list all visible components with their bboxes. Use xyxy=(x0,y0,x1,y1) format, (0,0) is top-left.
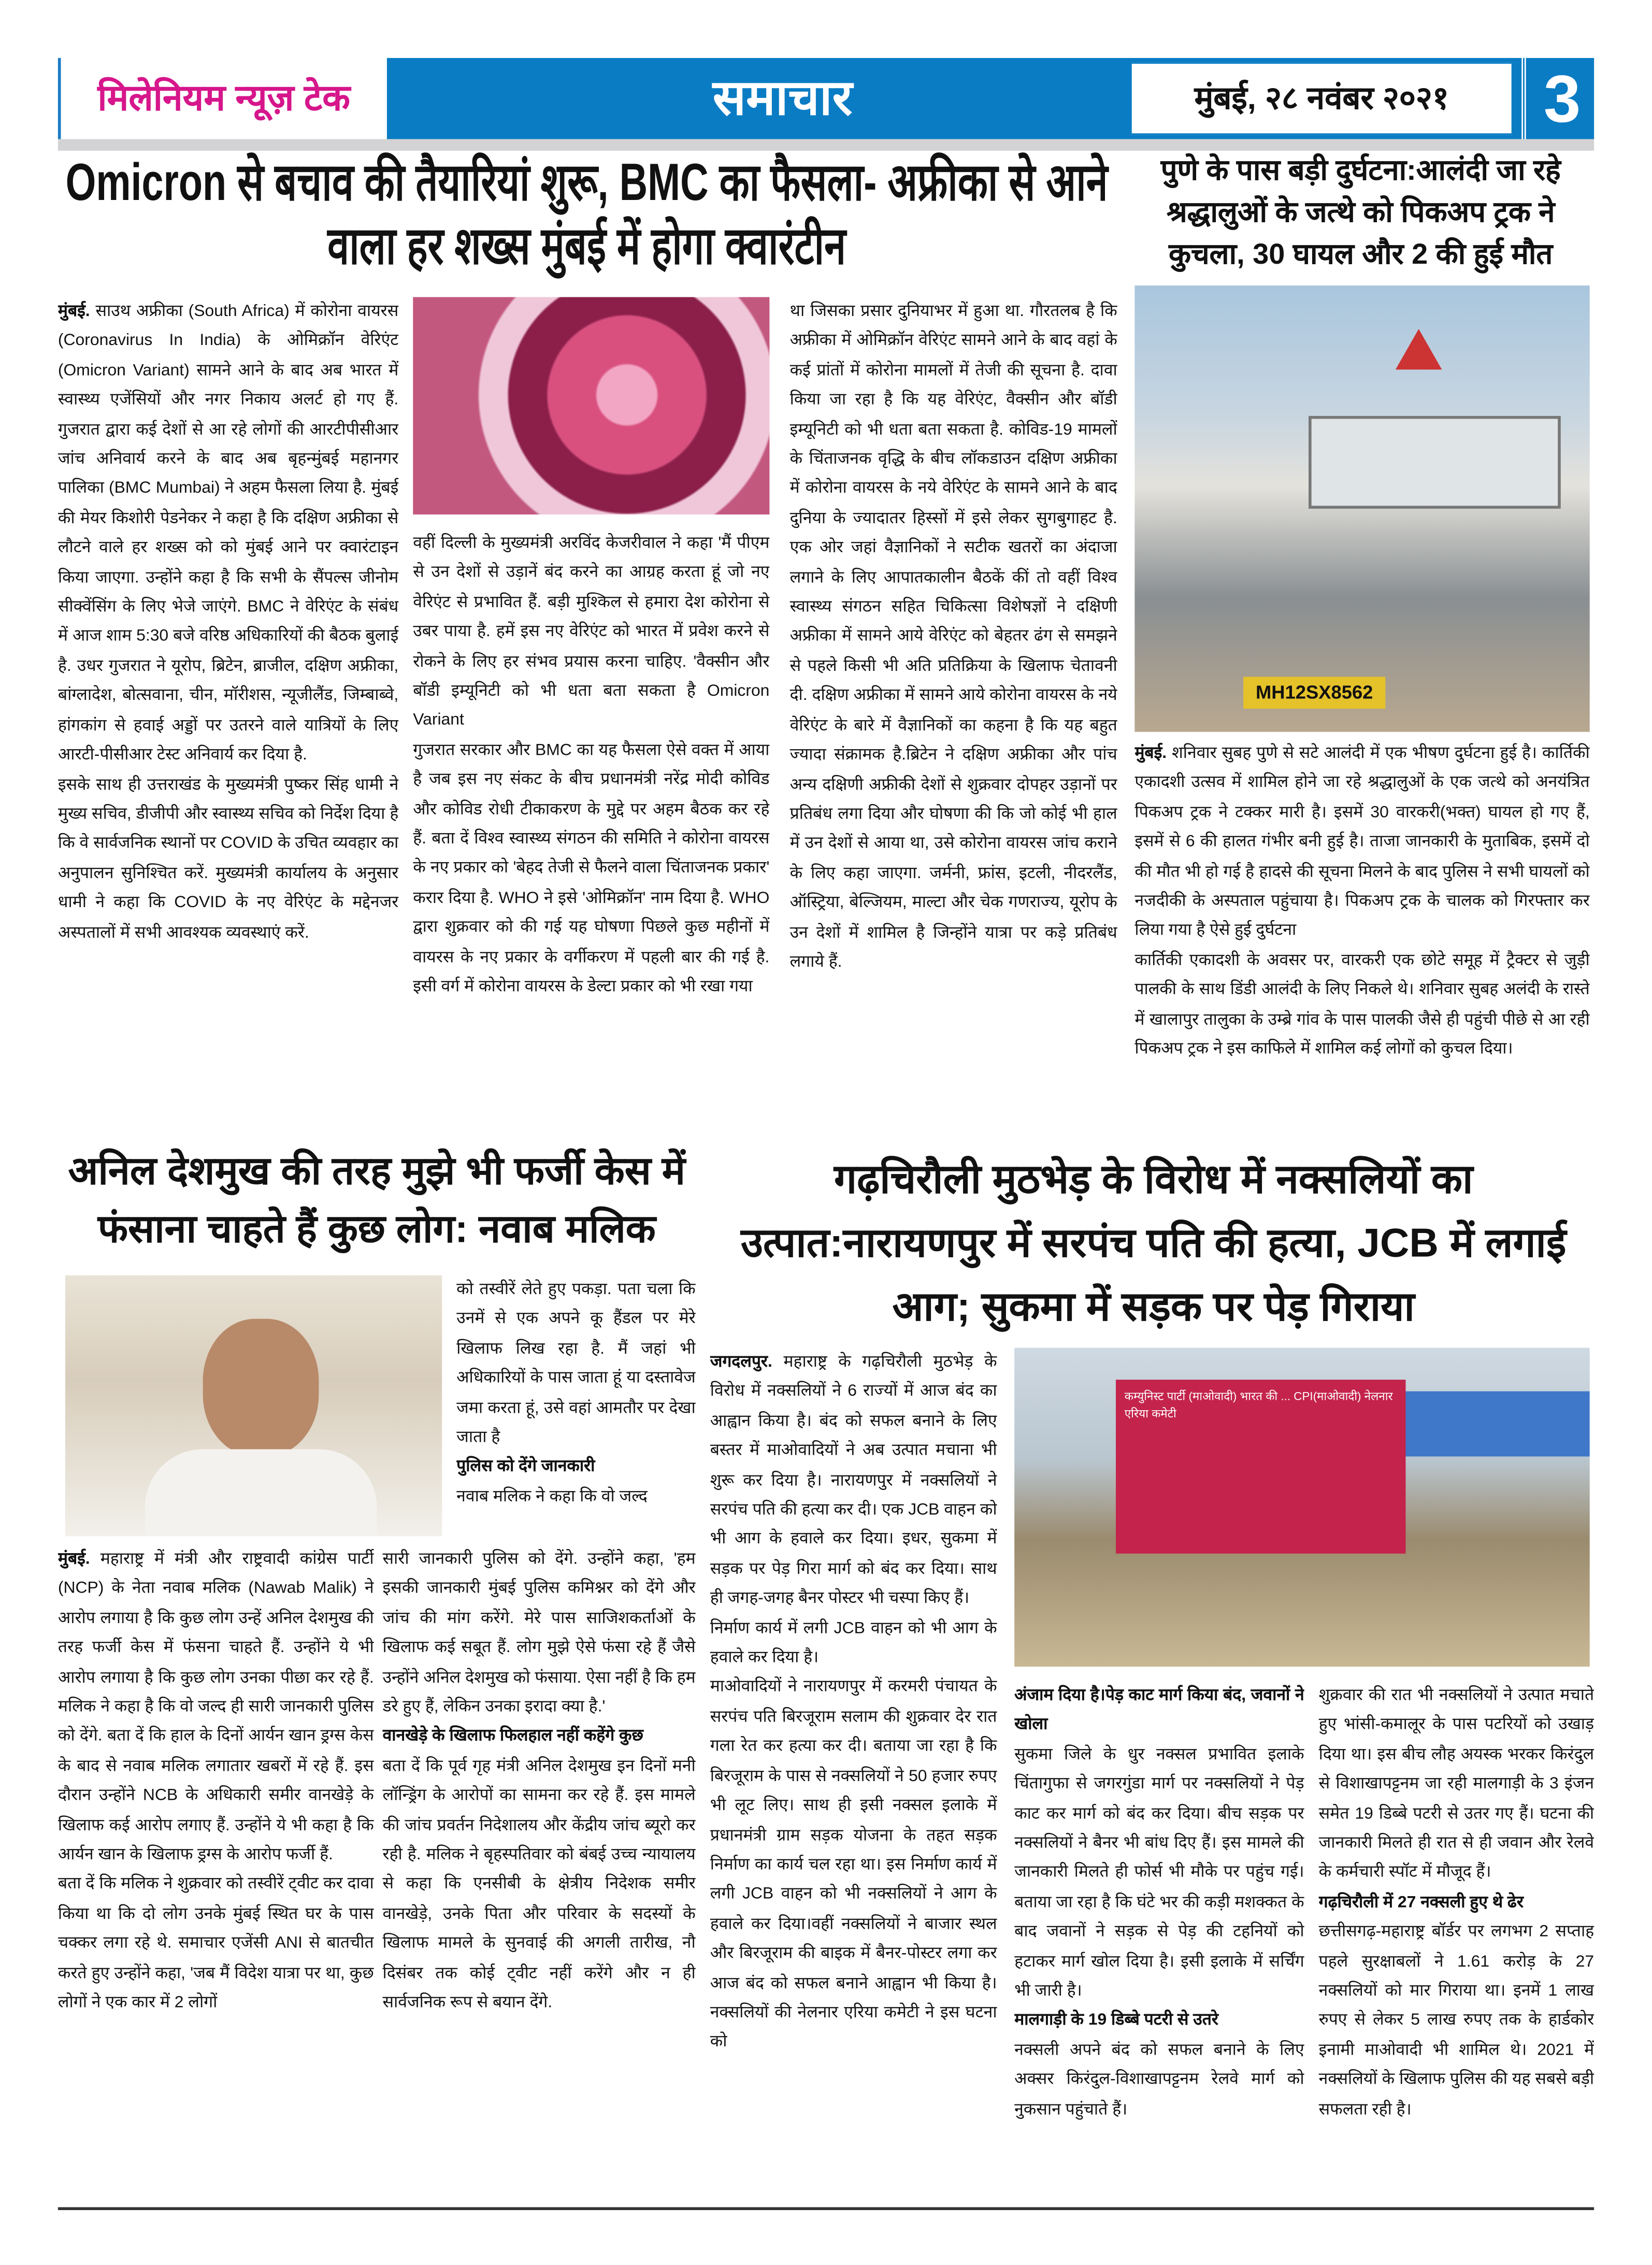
headline-omicron: Omicron से बचाव की तैयारियां शुरू, BMC का फैसला- अफ्रीका से आने वाला हर शख्स मुंबई में होगा क्वारंटीन xyxy=(65,152,1108,276)
headline-nawab-malik: अनिल देशमुख की तरह मुझे भी फर्जी केस में फंसाना चाहते हैं कुछ लोग: नवाब मलिक xyxy=(68,1149,685,1251)
body-text: महाराष्ट्र के गढ़चिरौली मुठभेड़ के विरोध में नक्सलियों ने 6 राज्यों में आज बंद का आह्वान किया है। बंद को सफल बनाने के लिए बस्तर में माओवादियों ने अब उत्पात मचाना भी शुरू कर दिया है। नारायणपुर में नक्सलियों ने सरपंच पति की हत्या कर दी। एक JCB वाहन को भी आग के हवाले कर दिया। इधर, सुकमा में सड़क पर पेड़ गिरा मार्ग को बंद कर दिया। साथ ही जगह-जगह बैनर पोस्टर भी चस्पा किए हैं। xyxy=(710,1353,997,1608)
portrait-kurta xyxy=(145,1449,377,1536)
article-naxal-col3 xyxy=(1319,1681,1594,2197)
article-naxal-col2 xyxy=(1014,1681,1304,2197)
dateline: मुंबई. xyxy=(58,303,90,321)
body-text: इसके साथ ही उत्तराखंड के मुख्यमंत्री पुष्कर सिंह धामी ने मुख्य सचिव, डीजीपी और स्वास्थ्य सचिव को निर्देश दिया है कि वे सार्वजनिक स्थानों पर COVID के उचित व्यवहार का अनुपालन सुनिश्चित करें. मुख्यमंत्री कार्यालय के अनुसार धामी ने कहा कि COVID के नए वेरिएंट के मद्देनजर अस्पतालों में सभी आवश्यक व्यवस्थाएं करें. xyxy=(58,776,399,941)
body-text: शनिवार सुबह पुणे से सटे आलंदी में एक भीषण दुर्घटना हुई है। कार्तिकी एकादशी उत्सव में शामिल होने जा रहे श्रद्धालुओं के एक जत्थे को अनयंत्रित पिकअप ट्रक ने टक्कर मारी है। इसमें 30 वारकरी(भक्त) घायल हो गए हैं, इसमें से 6 की हालत गंभीर बनी हुई है। ताजा जानकारी के मुताबिक, इसमें दो की मौत भी हो गई है हादसे की सूचना मिलने के बाद पुलिस ने सभी घायलों को नजदीकी के अस्पताल पहुंचाया है। पिकअप ट्रक के चालक को गिरफ्तार कर लिया गया है ऐसे हुई दुर्घटना xyxy=(1134,744,1590,940)
article-omicron-col1 xyxy=(58,297,398,1135)
red-banner: कम्युनिस्ट पार्टी (माओवादी) भारत की ... CPI(माओवादी) नेलनार एरिया कमेटी xyxy=(1116,1380,1405,1554)
dateline: मुंबई. xyxy=(58,1551,90,1568)
subheading: मालगाड़ी के 19 डिब्बे पटरी से उतरे xyxy=(1014,2012,1219,2030)
brand-logo: मिलेनियम न्यूज़ टेक xyxy=(58,58,387,139)
headline-naxal: गढ़चिरौली मुठभेड़ के विरोध में नक्सलियों का उत्पात:नारायणपुर में सरपंच पति की हत्या, JCB में लगाई आग; सुकमा में सड़क पर पेड़ गिराया xyxy=(741,1156,1567,1329)
body-text: वहीं दिल्ली के मुख्यमंत्री अरविंद केजरीवाल ने कहा 'मैं पीएम से उन देशों से उड़ानें बंद करने का आग्रह करता हूं जो नए वेरिएंट से प्रभावित हैं. बड़ी मुश्किल से हमारा देश कोरोना से उबर पाया है. हमें इस नए वेरिएंट को भारत में प्रवेश करने से रोकने के लिए हर संभव प्रयास करना चाहिए. 'वैक्सीन और बॉडी इम्यूनिटी को भी धता बता सकता है Omicron Variant xyxy=(413,535,770,730)
body-text: नवाब मलिक ने कहा कि वो जल्द xyxy=(456,1488,648,1506)
license-plate: MH12SX8562 xyxy=(1243,677,1385,709)
naxal-banner-photo xyxy=(1014,1348,1590,1667)
body-text: गुजरात सरकार और BMC का यह फैसला ऐसे वक्त में आया है जब इस नए संकट के बीच प्रधानमंत्री नरेंद्र मोदी कोविड और कोविड रोधी टीकाकरण के मुद्दे पर अहम बैठक कर रहे हैं. बता दें विश्व स्वास्थ्य संगठन की समिति ने कोरोना वायरस के नए प्रकार को 'बेहद तेजी से फैलने वाला चिंताजनक प्रकार' करार दिया है. WHO ने इसे 'ओमिक्रॉन' नाम दिया है. WHO द्वारा शुक्रवार को की गई यह घोषणा पिछले कुछ महीनों में वायरस के नए प्रकार के वर्गीकरण में पहली बार की गई है. इसी वर्ग में कोरोना वायरस के डेल्टा प्रकार को भी रखा गया xyxy=(413,741,770,996)
article-malik-side xyxy=(456,1275,696,1544)
section-title: समाचार xyxy=(712,71,853,126)
article-omicron-col2 xyxy=(413,529,769,1135)
body-text: बता दें कि पूर्व गृह मंत्री अनिल देशमुख इन दिनों मनी लॉन्ड्रिंग के आरोपों का सामना कर रहे हैं. इस मामले की जांच प्रवर्तन निदेशालय और केंद्रीय जांच ब्यूरो कर रही है. मलिक ने बृहस्पतिवार को बंबई उच्च न्यायालय से कहा कि एनसीबी के क्षेत्रीय निदेशक समीर वानखेड़े, उनके पिता और परिवार के सदस्यों के खिलाफ मामले के सुनवाई की अगली तारीख, नौ दिसंबर तक कोई ट्वीट नहीं करेंगे और न ही सार्वजनिक रूप से बयान देंगे. xyxy=(382,1757,696,2012)
page-number: 3 xyxy=(1521,58,1598,139)
body-text: बता दें कि मलिक ने शुक्रवार को तस्वीरें ट्वीट कर दावा किया था कि दो लोग उनके मुंबई स्थित घर के पास चक्कर लगा रहे थे. समाचार एजेंसी ANI से बातचीत करते हुए उन्होंने कहा, 'जब मैं विदेश यात्रा पर था, कुछ लोगों ने एक कार में 2 लोगों xyxy=(58,1876,374,2012)
article-malik-col1 xyxy=(58,1545,374,2197)
body-text: महाराष्ट्र में मंत्री और राष्ट्रवादी कांग्रेस पार्टी (NCP) के नेता नवाब मलिक (Nawab Malik) ने आरोप लगाया है कि कुछ लोग उन्हें अनिल देशमुख की तरह फर्जी केस में फंसना चाहते हैं. उन्होंने ये भी आरोप लगाया है कि कुछ लोग उनका पीछा कर रहे हैं. मलिक ने कहा है कि वो जल्द ही सारी जानकारी पुलिस को देंगे. बता दें कि हाल के दिनों आर्यन खान ड्रग्स केस के बाद से नवाब मलिक लगातार खबरों में रहे हैं. इस दौरान उन्होंने NCB के अधिकारी समीर वानखेड़े के खिलाफ कई आरोप लगाए हैं. उन्होंने ये भी कहा है कि आर्यन खान के खिलाफ ड्रग्स के आरोप फर्जी हैं. xyxy=(58,1551,374,1864)
subheading: वानखेड़े के खिलाफ फिलहाल नहीं कहेंगे कुछ xyxy=(382,1728,643,1746)
body-text: को तस्वीरें लेते हुए पकड़ा. पता चला कि उनमें से एक अपने कू हैंडल पर मेरे खिलाफ लिख रहा है. मैं जहां भी अधिकारियों के पास जाता हूं या दस्तावेज जमा करता हूं, उसे वहां आमतौर पर देखा जाता है xyxy=(456,1281,696,1446)
body-text: शुक्रवार की रात भी नक्सलियों ने उत्पात मचाते हुए भांसी-कमालूर के पास पटरियों को उखाड़ दिया था। इस बीच लौह अयस्क भरकर किरंदुल से विशाखापट्टनम जा रही मालगाड़ी के 3 इंजन समेत 19 डिब्बे पटरी से उतर गए हैं। घटना की जानकारी मिलते ही रात से ही जवान और रेलवे के कर्मचारी स्पॉट में मौजूद हैं। xyxy=(1318,1687,1594,1882)
header-divider xyxy=(58,139,1594,151)
footer-rule xyxy=(58,2207,1594,2210)
body-text: छत्तीसगढ़-महाराष्ट्र बॉर्डर पर लगभग 2 सप्ताह पहले सुरक्षाबलों ने 1.61 करोड़ के 27 नक्सलियों को मार गिराया था। इनमें 1 लाख रुपए से लेकर 5 लाख रुपए तक के हार्डकोर इनामी माओवादी भी शामिल थे। 2021 में नक्सलियों के खिलाफ पुलिस की यह सबसे बड़ी सफलता रही है। xyxy=(1318,1923,1594,2118)
article-pune xyxy=(1134,739,1589,1135)
issue-date: मुंबई, २८ नवंबर २०२१ xyxy=(1130,62,1513,135)
subheading: अंजाम दिया है।पेड़ काट मार्ग किया बंद, जवानों ने खोला xyxy=(1014,1687,1304,1734)
portrait-face xyxy=(203,1319,319,1457)
body-text: सारी जानकारी पुलिस को देंगे. उन्होंने कहा, 'हम इसकी जानकारी मुंबई पुलिस कमिश्नर को देंगे और जांच की मांग करेंगे. मेरे पास साजिशकर्ताओं के खिलाफ कई सबूत हैं. लोग मुझे ऐसे फंसा रहे हैं जैसे उन्होंने अनिल देशमुख को फंसाया. ऐसा नहीं है कि हम डरे हुए हैं, लेकिन उनका इरादा क्या है.' xyxy=(382,1551,696,1716)
dateline: जगदलपुर. xyxy=(710,1353,772,1371)
headline-pune-accident: पुणे के पास बड़ी दुर्घटना:आलंदी जा रहे श्रद्धालुओं के जत्थे को पिकअप ट्रक ने कुचला, 30 घायल और 2 की हुई मौत xyxy=(1160,155,1561,271)
article-malik-col2 xyxy=(383,1545,696,2197)
body-text: कार्तिकी एकादशी के अवसर पर, वारकरी एक छोटे समूह में ट्रैक्टर से जुड़ी पालकी के साथ डिंडी आलंदी के लिए निकले थे। शनिवार सुबह अलंदी के रास्ते में खालापुर तालुका के उम्ब्रे गांव के पास पालकी जैसे ही पहुंची पीछे से आ रही पिकअप ट्रक ने इस काफिले में शामिल कई लोगों को कुचल दिया। xyxy=(1134,952,1590,1058)
body-text: नक्सली अपने बंद को सफल बनाने के लिए अक्सर किरंदुल-विशाखापट्टनम रेलवे मार्ग को नुकसान पहुंचाते हैं। xyxy=(1014,2042,1304,2118)
body-text: साउथ अफ्रीका (South Africa) में कोरोना वायरस (Coronavirus In India) के ओमिक्रॉन वेरिएंट (Omicron Variant) सामने आने के बाद अब भारत में स्वास्थ्य एजेंसियों और नगर निकाय अलर्ट हो गए हैं. गुजरात द्वारा कई देशों से आ रहे लोगों की आरटीपीसीआर जांच अनिवार्य करने के बाद अब बृहन्मुंबई महानगर पालिका (BMC Mumbai) ने अहम फैसला लिया है. मुंबई की मेयर किशोरी पेडनेकर ने कहा है कि दक्षिण अफ्रीका से लौटने वाले हर शख्स को को मुंबई आने पर क्वारंटाइन किया जाएगा. उन्होंने कहा है कि सभी के सैंपल्स जीनोम सीक्वेंसिंग के लिए भेजे जाएंगे. BMC ने वेरिएंट के संबंध में आज शाम 5:30 बजे वरिष्ठ अधिकारियों की बैठक बुलाई है. उधर गुजरात ने यूरोप, ब्रिटेन, ब्राजील, दक्षिण अफ्रीका, बांग्लादेश, बोत्सवाना, चीन, मॉरीशस, न्यूजीलैंड, जिम्बाब्वे, हांगकांग से हवाई अड्डों पर उतरने वाले यात्रियों के लिए आरटी-पीसीआर टेस्ट अनिवार्य कर दिया है. xyxy=(58,303,399,764)
article-omicron-col3 xyxy=(790,297,1117,1135)
accident-truck-photo xyxy=(1134,285,1589,732)
body-text: माओवादियों ने नारायणपुर में करमरी पंचायत के सरपंच पति बिरजूराम सलाम की शुक्रवार देर रात गला रेत कर हत्या कर दी। बताया जा रहा है कि बिरजूराम के पास से नक्सलियों ने 50 हजार रुपए भी लूट लिए। साथ ही इसी नक्सल इलाके में प्रधानमंत्री ग्राम सड़क योजना के तहत सड़क निर्माण का कार्य चल रहा था। इस निर्माण कार्य में लगी JCB वाहन को भी नक्सलियों ने आग के हवाले कर दिया।वहीं नक्सलियों ने बाजार स्थल और बिरजूराम की बाइक में बैनर-पोस्टर लगा कर आज बंद को सफल बनाने आह्वान भी किया है। नक्सलियों की नेलनार एरिया कमेटी ने इस घटना को xyxy=(710,1679,997,2052)
body-text: सुकमा जिले के धुर नक्सल प्रभावित इलाके चिंतागुफा से जगरगुंडा मार्ग पर नक्सलियों ने पेड़ काट कर मार्ग को बंद कर दिया। बीच सड़क पर नक्सलियों ने बैनर भी बांध दिए हैं। इस मामले की जानकारी मिलते ही फोर्स भी मौके पर पहुंच गई। बताया जा रहा है कि घंटे भर की कड़ी मशक्कत के बाद जवानों ने सड़क से पेड़ की टहनियों को हटाकर मार्ग खोल दिया है। इसी इलाके में सर्चिंग भी जारी है। xyxy=(1014,1746,1304,2000)
nawab-malik-photo xyxy=(65,1275,442,1537)
subheading: पुलिस को देंगे जानकारी xyxy=(456,1458,595,1476)
blue-tent xyxy=(1398,1392,1589,1457)
coronavirus-image xyxy=(413,297,769,514)
truck-windshield xyxy=(1309,416,1561,509)
article-naxal-col1 xyxy=(710,1348,997,2197)
dateline: मुंबई. xyxy=(1134,744,1167,763)
body-text: था जिसका प्रसार दुनियाभर में हुआ था. गौरतलब है कि अफ्रीका में ओमिक्रॉन वेरिएंट सामने आने के बाद वहां के कई प्रांतों में कोरोना मामलों में तेजी की सूचना है. दावा किया जा रहा है कि यह वेरिएंट, वैक्सीन और बॉडी इम्यूनिटी को भी धता बता सकता है. कोविड-19 मामलों के चिंताजनक वृद्धि के बीच लॉकडाउन दक्षिण अफ्रीका में कोरोना वायरस के नये वेरिएंट के सामने आने के बाद दुनिया के ज्यादातर हिस्सों में इसे लेकर सुगबुगाहट है. एक ओर जहां वैज्ञानिकों ने सटीक खतरों का अंदाजा लगाने के लिए आपातकालीन बैठकें कीं तो वहीं विश्व स्वास्थ्य संगठन सहित चिकित्सा विशेषज्ञों ने दक्षिणी अफ्रीका में सामने आये वेरिएंट को बेहतर ढंग से समझने से पहले किसी भी अति प्रतिक्रिया के खिलाफ चेतावनी दी. दक्षिण अफ्रीका में सामने आये कोरोना वायरस के नये वेरिएंट के बारे में वैज्ञानिकों का कहना है कि यह बहुत ज्यादा संक्रामक है.ब्रिटेन ने दक्षिण अफ्रीका और पांच अन्य दक्षिणी अफ्रीकी देशों से शुक्रवार दोपहर उड़ानों पर प्रतिबंध लगा दिया और घोषणा की कि जो कोई भी हाल में उन देशों से आया था, उसे कोरोना वायरस जांच कराने के लिए कहा जाएगा. जर्मनी, फ्रांस, इटली, नीदरलैंड, ऑस्ट्रिया, बेल्जियम, माल्टा और चेक गणराज्य, यूरोप के उन देशों में शामिल है जिन्होंने यात्रा पर कड़े प्रतिबंध लगाये हैं. xyxy=(789,303,1117,971)
warning-triangle-icon xyxy=(1396,329,1442,369)
body-text: निर्माण कार्य में लगी JCB वाहन को भी आग के हवाले कर दिया है। xyxy=(710,1619,997,1667)
subheading: गढ़चिरौली में 27 नक्सली हुए थे ढेर xyxy=(1318,1894,1524,1912)
